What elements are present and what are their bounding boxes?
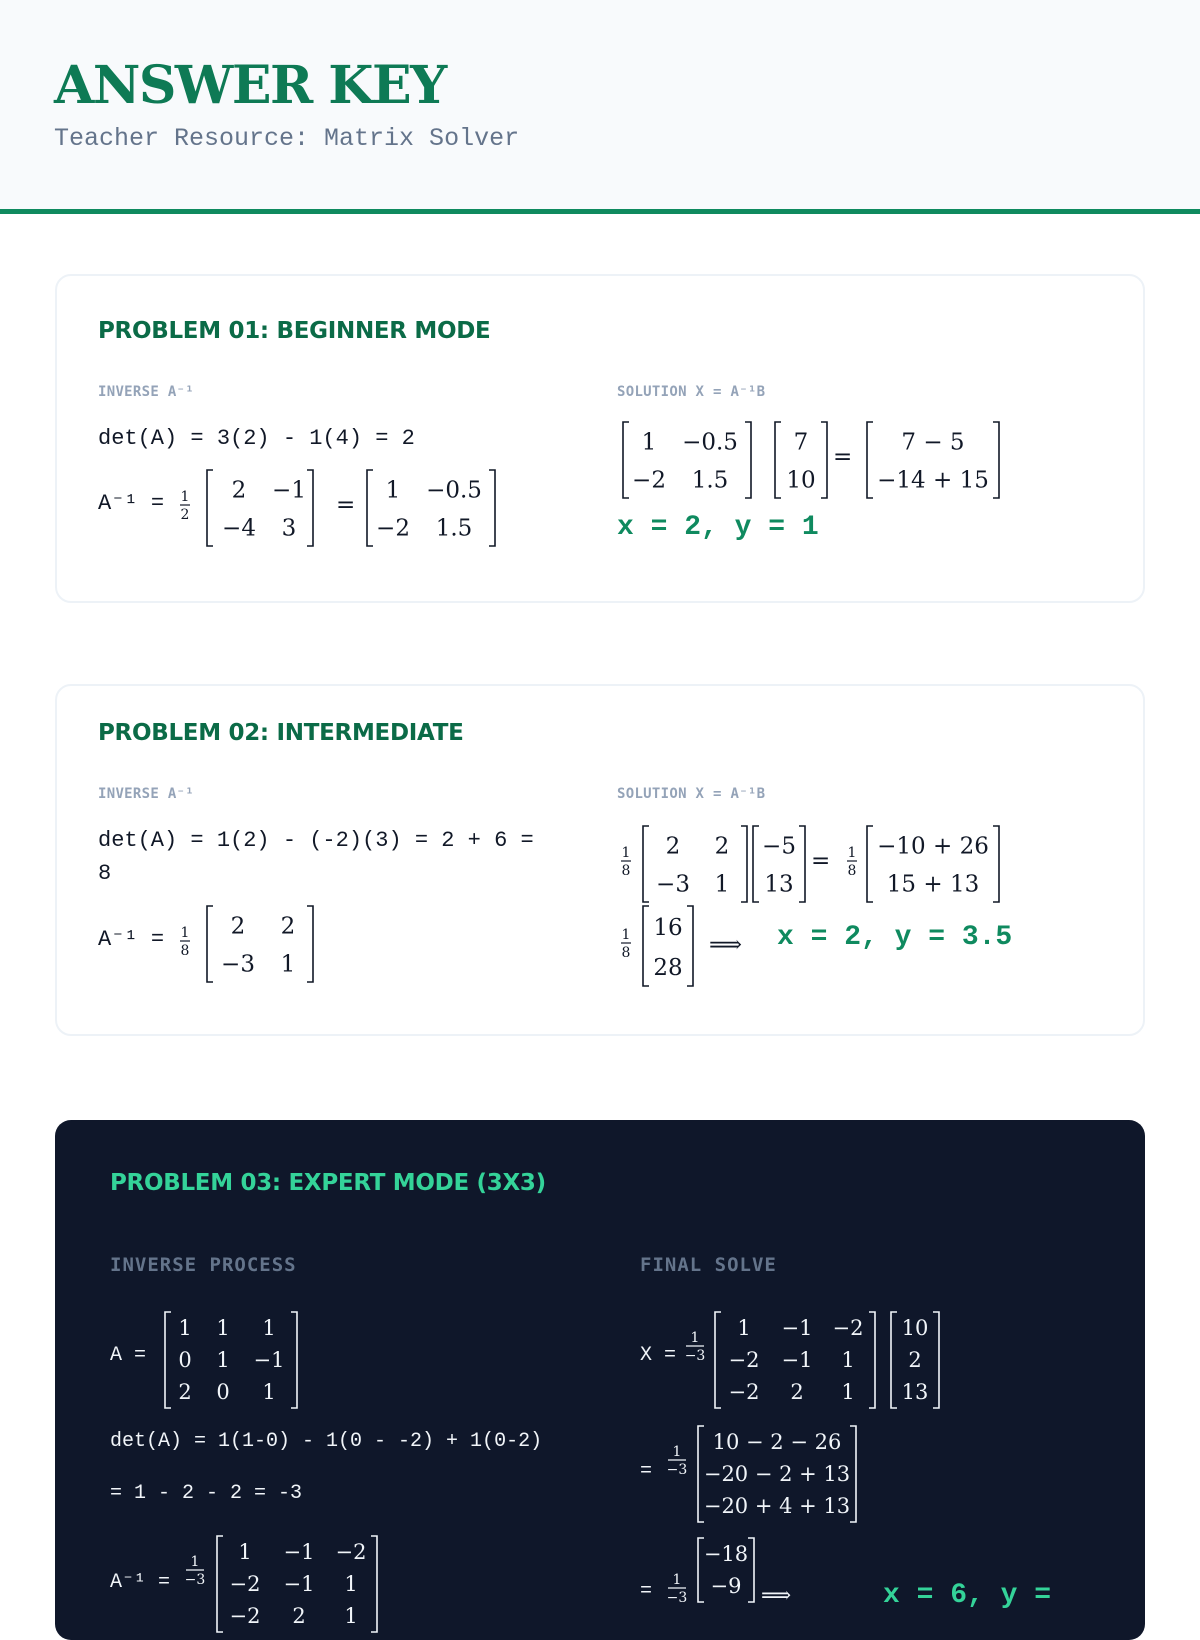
bracket-right [307, 470, 313, 546]
matrix-entry: 7 − 5 [901, 429, 965, 456]
matrix-entry: 2 [230, 913, 246, 940]
problem-card-1 [55, 274, 1145, 603]
bracket-left [623, 422, 629, 498]
fraction-numerator: 1 [621, 927, 631, 943]
implies-arrow: ⟹ [761, 1583, 792, 1607]
bracket-right [371, 1536, 377, 1632]
matrix-entry: −3 [221, 951, 255, 978]
matrix-entry: 15 + 13 [886, 871, 980, 898]
matrix-entry: 1 [262, 1316, 276, 1341]
problem-card-2 [55, 684, 1145, 1036]
matrix-entry: 7 [793, 429, 809, 456]
solution-label: SOLUTION X = A⁻¹B [617, 384, 766, 400]
bracket-right [850, 1426, 856, 1522]
bracket-left [207, 470, 213, 546]
matrix-entry: −9 [710, 1574, 742, 1599]
matrix-entry: 1 [216, 1316, 230, 1341]
matrix-entry: −2 [728, 1348, 760, 1373]
matrix-entry: 0 [216, 1380, 230, 1405]
solve-expression [685, 1310, 1005, 1410]
matrix-entry: 3 [281, 515, 297, 542]
matrix-entry: −4 [222, 515, 256, 542]
middle-expression [665, 1424, 925, 1524]
matrix-entry: 2 [178, 1380, 192, 1405]
solve-fraction [685, 1330, 706, 1364]
matrix-entry: 1 [344, 1572, 358, 1597]
matrix-entry: −2 [632, 467, 666, 494]
matrix-entry: 2 [280, 913, 296, 940]
matrix-entry: 1 [737, 1316, 751, 1341]
matrix-entry: −20 − 2 + 13 [703, 1462, 851, 1487]
matrix-entry: 1 [641, 429, 657, 456]
problem-card-3 [55, 1120, 1145, 1640]
determinant-result: = 1 - 2 - 2 = -3 [110, 1482, 303, 1505]
middle-fraction [667, 1444, 688, 1478]
matrix-entry: 28 [653, 954, 683, 981]
matrix-entry: −1 [781, 1316, 813, 1341]
x-prefix: X = [640, 1344, 677, 1367]
problem-title: PROBLEM 03: EXPERT MODE (3X3) [110, 1170, 546, 1196]
matrix-entry: 1 [841, 1348, 855, 1373]
matrix-entry: −5 [762, 833, 796, 860]
inverse-matrix [207, 470, 313, 546]
product-vector [867, 826, 999, 902]
inverse-expression [177, 468, 517, 542]
matrix-entry: −1 [781, 1348, 813, 1373]
determinant-line-cont: 8 [98, 861, 112, 886]
matrix-entry: 16 [653, 914, 683, 941]
solution-fraction [621, 845, 631, 879]
constant-vector [775, 422, 827, 498]
matrix-entry: −3 [656, 871, 690, 898]
equals-sign: = [833, 444, 853, 470]
inverse-fraction [185, 1554, 206, 1588]
problem-title: PROBLEM 02: INTERMEDIATE [98, 720, 464, 746]
determinant-line: det(A) = 1(1-0) - 1(0 - -2) + 1(0-2) [110, 1430, 543, 1453]
bracket-right [687, 906, 693, 986]
matrix-entry: 2 [790, 1380, 804, 1405]
bracket-right [821, 422, 827, 498]
final-solve-label: FINAL SOLVE [640, 1254, 777, 1276]
matrix-entry: −1 [283, 1572, 315, 1597]
matrix-entry: 2 [231, 477, 247, 504]
inverse-process-label: INVERSE PROCESS [110, 1254, 297, 1276]
answer: x = 2, y = 1 [617, 512, 819, 543]
matrix-entry: −2 [335, 1540, 367, 1565]
product-vector [867, 422, 999, 498]
matrix-entry: 1 [344, 1604, 358, 1629]
bracket-right [933, 1312, 939, 1408]
matrix-entry: 2 [665, 833, 681, 860]
fraction-denominator: −3 [684, 1348, 706, 1364]
matrix-entry: 1 [385, 477, 401, 504]
bracket-right [745, 422, 751, 498]
matrix-entry: 13 [764, 871, 794, 898]
matrix-entry: −2 [728, 1380, 760, 1405]
matrix-entry: 10 [901, 1316, 929, 1341]
inverse-matrix [715, 1312, 875, 1408]
matrix-a [163, 1310, 303, 1410]
matrix-entry: 1 [178, 1316, 192, 1341]
bracket-right [799, 826, 805, 902]
bracket-left [867, 826, 873, 902]
matrix-entry: 1.5 [435, 515, 473, 542]
bracket-right [489, 470, 495, 546]
fraction-numerator: 1 [621, 845, 631, 861]
result-expression [617, 906, 777, 980]
bracket-left [891, 1312, 897, 1408]
bracket-right [307, 906, 313, 982]
matrix-a-grid [165, 1312, 297, 1408]
bracket-right [741, 826, 747, 902]
matrix-entry: 1.5 [691, 467, 729, 494]
matrix-entry: −2 [832, 1316, 864, 1341]
result-vector [698, 1538, 754, 1602]
matrix-entry: 1 [238, 1540, 252, 1565]
matrix-entry: 1 [714, 871, 730, 898]
matrix-entry: 0 [178, 1348, 192, 1373]
matrix-entry: −2 [229, 1604, 261, 1629]
matrix-entry: −0.5 [682, 429, 738, 456]
bracket-left [715, 1312, 721, 1408]
answer: x = 6, y = [883, 1580, 1052, 1611]
matrix-entry: −20 + 4 + 13 [703, 1494, 851, 1519]
inverse-matrix [207, 906, 313, 982]
inverse-prefix: A⁻¹ = [98, 491, 165, 516]
matrix-entry: −10 + 26 [877, 833, 989, 860]
inverse-prefix: A⁻¹ = [110, 1571, 171, 1594]
implies-arrow: ⟹ [709, 932, 742, 958]
matrix-entry: 2 [908, 1348, 922, 1373]
fraction-numerator: 1 [180, 489, 190, 505]
matrix-entry: −1 [283, 1540, 315, 1565]
bracket-left [643, 826, 649, 902]
solution-expression [617, 420, 1017, 494]
equals-prefix-2: = [640, 1580, 653, 1603]
inverse-matrix [217, 1536, 377, 1632]
inverse-result-matrix [367, 470, 495, 546]
matrix-entry: 10 [786, 467, 816, 494]
determinant-line: det(A) = 3(2) - 1(4) = 2 [98, 426, 415, 451]
bracket-right [993, 422, 999, 498]
inverse-label: INVERSE A⁻¹ [98, 384, 195, 400]
equals-prefix: = [640, 1460, 653, 1483]
solution-expression [617, 824, 1037, 898]
matrix-entry: −0.5 [426, 477, 482, 504]
bracket-left [367, 470, 373, 546]
product-fraction [847, 845, 857, 879]
fraction-numerator: 1 [190, 1554, 200, 1570]
bracket-right [291, 1312, 297, 1408]
fraction-numerator: 1 [672, 1572, 682, 1588]
fraction-denominator: −3 [666, 1462, 688, 1478]
middle-vector [698, 1426, 856, 1522]
inverse-label: INVERSE A⁻¹ [98, 786, 195, 802]
inverse-matrix [643, 826, 747, 902]
result-expression [665, 1536, 865, 1636]
fraction-denominator: 2 [180, 507, 190, 523]
fraction-denominator: 8 [180, 943, 190, 959]
matrix-entry: −1 [253, 1348, 285, 1373]
inverse-matrix [623, 422, 751, 498]
fraction-numerator: 1 [672, 1444, 682, 1460]
fraction-numerator: 1 [180, 925, 190, 941]
equals-sign: = [811, 848, 831, 874]
fraction-denominator: −3 [184, 1572, 206, 1588]
bracket-left [165, 1312, 171, 1408]
bracket-left [775, 422, 781, 498]
matrix-entry: 2 [292, 1604, 306, 1629]
fraction-denominator: 8 [847, 863, 857, 879]
fraction-numerator: 1 [847, 845, 857, 861]
determinant-line: det(A) = 1(2) - (-2)(3) = 2 + 6 = [98, 828, 534, 853]
result-fraction [667, 1572, 688, 1606]
matrix-entry: 10 − 2 − 26 [712, 1430, 842, 1455]
matrix-entry: −14 + 15 [877, 467, 989, 494]
inverse-prefix: A⁻¹ = [98, 927, 165, 952]
bracket-right [748, 1538, 754, 1602]
result-fraction [621, 927, 631, 961]
matrix-entry: 1 [841, 1380, 855, 1405]
fraction-denominator: 8 [621, 945, 631, 961]
bracket-left [217, 1536, 223, 1632]
fraction-numerator: 1 [690, 1330, 700, 1346]
matrix-entry: −2 [229, 1572, 261, 1597]
solution-label: SOLUTION X = A⁻¹B [617, 786, 766, 802]
page-title: ANSWER KEY [54, 55, 446, 116]
result-vector [643, 906, 693, 986]
matrix-entry: 1 [216, 1348, 230, 1373]
matrix-entry: −2 [376, 515, 410, 542]
bracket-left [867, 422, 873, 498]
constant-vector [891, 1312, 939, 1408]
fraction-denominator: 8 [621, 863, 631, 879]
page-subtitle: Teacher Resource: Matrix Solver [54, 124, 520, 153]
bracket-left [753, 826, 759, 902]
inverse-fraction [180, 925, 190, 959]
constant-vector [753, 826, 805, 902]
problem-title: PROBLEM 01: BEGINNER MODE [98, 318, 491, 344]
inverse-fraction [180, 489, 190, 523]
matrix-entry: −18 [703, 1542, 749, 1567]
bracket-right [869, 1312, 875, 1408]
matrix-entry: 1 [262, 1380, 276, 1405]
inverse-expression [177, 904, 377, 978]
header [0, 0, 1200, 214]
fraction-denominator: −3 [666, 1590, 688, 1606]
answer: x = 2, y = 3.5 [777, 922, 1013, 953]
bracket-left [207, 906, 213, 982]
matrix-entry: 1 [280, 951, 296, 978]
equals-sign: = [336, 492, 356, 518]
matrix-a-prefix: A = [110, 1344, 147, 1367]
bracket-right [993, 826, 999, 902]
matrix-entry: −1 [272, 477, 306, 504]
matrix-entry: 2 [714, 833, 730, 860]
matrix-entry: 13 [901, 1380, 929, 1405]
inverse-expression [183, 1534, 403, 1634]
bracket-left [643, 906, 649, 986]
